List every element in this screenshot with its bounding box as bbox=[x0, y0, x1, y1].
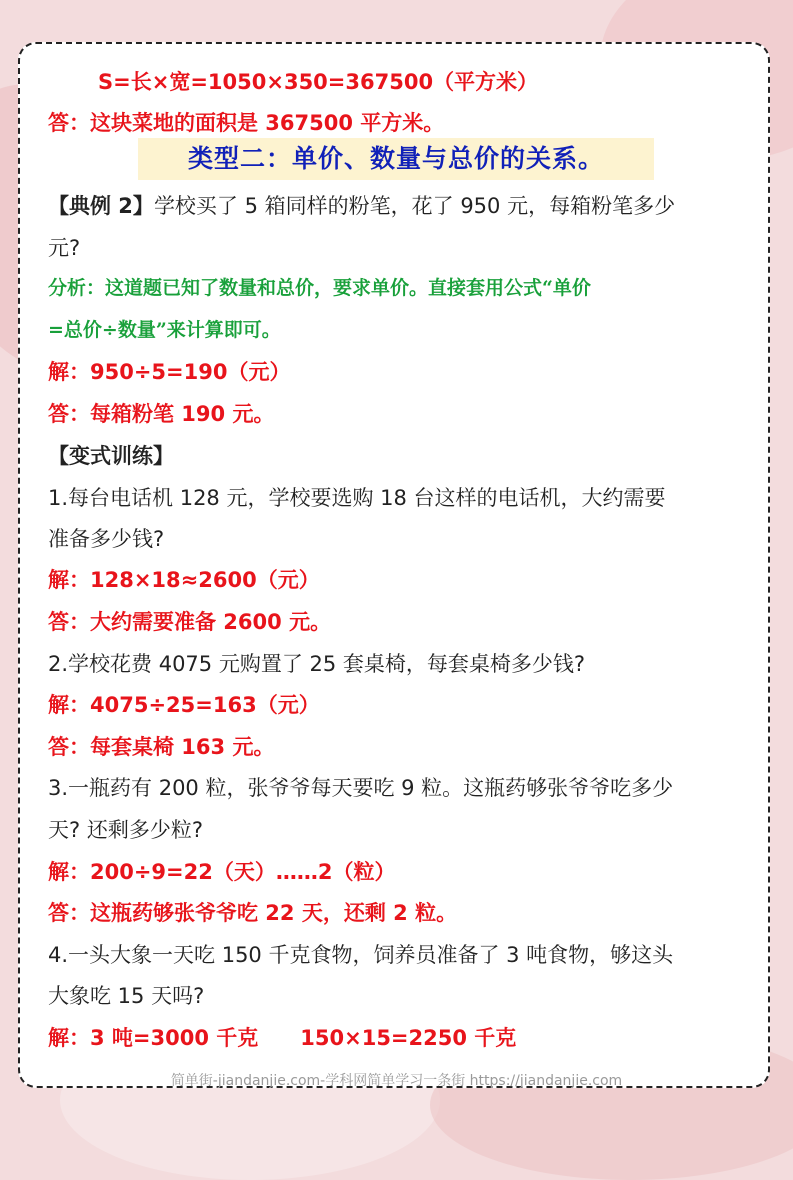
question-1-answer: 答：大约需要准备 2600 元。 bbox=[48, 610, 332, 634]
type-heading: 类型二：单价、数量与总价的关系。 bbox=[138, 138, 654, 180]
question-1: 1.每台电话机 128 元，学校要选购 18 台这样的电话机，大约需要 bbox=[48, 486, 666, 510]
example-question bbox=[48, 190, 675, 220]
example-tag: 【典例 2】 bbox=[48, 194, 154, 218]
footer-watermark: 简单街-jiandanjie.com-学科网简单学习一条街 https://jiandanjie.com bbox=[170, 1073, 623, 1089]
question-4-solution: 解：3 吨=3000 千克 150×15=2250 千克 bbox=[48, 1026, 517, 1050]
question-1-continued: 准备多少钱? bbox=[48, 527, 165, 551]
area-formula: S=长×宽=1050×350=367500（平方米） bbox=[98, 70, 539, 94]
question-3-solution: 解：200÷9=22（天）……2（粒） bbox=[48, 860, 396, 884]
area-answer: 答：这块菜地的面积是 367500 平方米。 bbox=[48, 111, 445, 135]
example-answer: 答：每箱粉笔 190 元。 bbox=[48, 402, 275, 426]
question-4-continued: 大象吃 15 天吗? bbox=[48, 984, 205, 1008]
question-2-solution: 解：4075÷25=163（元） bbox=[48, 693, 320, 717]
question-3: 3.一瓶药有 200 粒，张爷爷每天要吃 9 粒。这瓶药够张爷爷吃多少 bbox=[48, 776, 674, 800]
training-heading: 【变式训练】 bbox=[48, 444, 174, 468]
question-3-continued: 天? 还剩多少粒? bbox=[48, 818, 203, 842]
analysis-text-continued: =总价÷数量”来计算即可。 bbox=[48, 319, 281, 341]
question-3-answer: 答：这瓶药够张爷爷吃 22 天，还剩 2 粒。 bbox=[48, 901, 458, 925]
question-4: 4.一头大象一天吃 150 千克食物，饲养员准备了 3 吨食物，够这头 bbox=[48, 943, 674, 967]
example-text-continued: 元? bbox=[48, 236, 81, 260]
question-1-solution: 解：128×18≈2600（元） bbox=[48, 568, 320, 592]
example-solution: 解：950÷5=190（元） bbox=[48, 360, 291, 384]
analysis-text: 分析：这道题已知了数量和总价，要求单价。直接套用公式“单价 bbox=[48, 277, 591, 299]
example-text: 学校买了 5 箱同样的粉笔，花了 950 元，每箱粉笔多少 bbox=[153, 194, 676, 218]
question-2-answer: 答：每套桌椅 163 元。 bbox=[48, 735, 275, 759]
question-2: 2.学校花费 4075 元购置了 25 套桌椅，每套桌椅多少钱? bbox=[48, 652, 586, 676]
